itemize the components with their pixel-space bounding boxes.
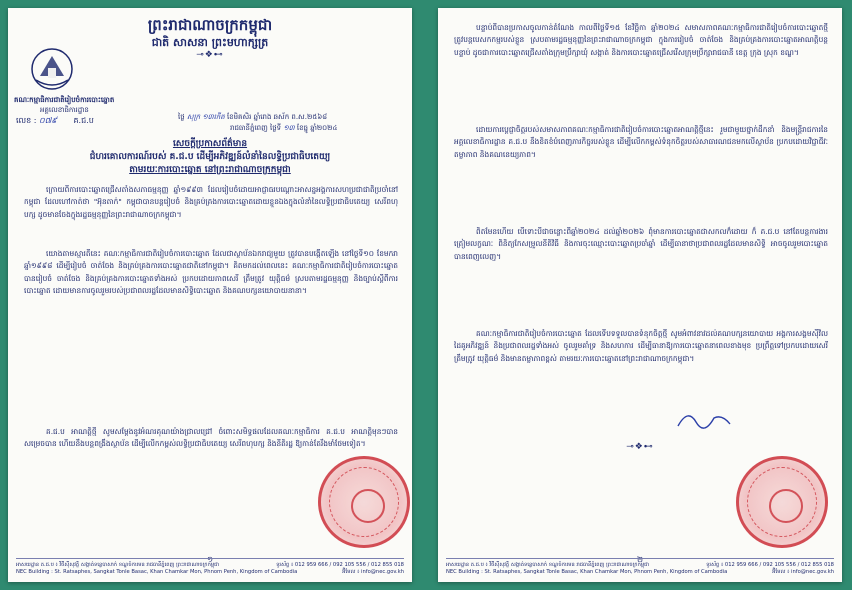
paragraph-2: ដោយការប្តេជ្ញាចិត្តរបស់សមាសភាពគណៈកម្មាធិការជាតិរៀបចំការបោះឆ្នោតអាណត្តិថ្មីនេះ រួមជាមួយថ្នាក់ដឹកនាំ និងមន្ត្រីរាជការនៃអគ្គលេខាធិការដ្ឋាន គ.ជ.ប នឹងខិតខំបំពេញភារកិច្ចរបស់ខ្លួន ដើម្បីលើកកម្ពស់ទំនុកចិត្តរបស់សាធារណជនមកលើស្ថាប័ន ប្រកបដោយវិជ្ជាជីវៈ តម្លាភាព និងគណនេយ្យភាព។ [454,125,828,159]
footer-email: អ៊ីមែល ៖ info@nec.gov.kh [772,569,834,575]
ref-number-handwritten: ០៧៩ [39,116,57,125]
reference-number [16,115,94,127]
lunar-date-line: ថ្ងៃ សុក្រ ១៣កើត ខែមិគសិរ ឆ្នាំរោង ឆស័ក ព.ស.២៥៦៨ [178,113,328,121]
page-number: ១ [206,555,214,564]
signature [674,404,734,434]
page-number: ២ [636,555,644,564]
nec-logo [28,46,76,92]
paragraph-1: ក្រោយពីការបោះឆ្នោតជ្រើសតាំងសភាធម្មនុញ្ញ ឆ្នាំ១៩៩៣ ដែលរៀបចំដោយអាជ្ញាធរបណ្តោះអាសន្នអង្គការសហប្រជាជាតិប្រចាំនៅកម្ពុជា ដែលហៅកាត់ថា "អ៊ុនតាក់" កម្ពុជាបានបន្តរៀបចំ និងគ្រប់គ្រងការបោះឆ្នោតដោយខ្លួនឯងក្នុងលំនាំនៃលទ្ធិប្រជាធិបតេយ្យ សេរីពហុបក្ស ដូចមានចែងក្នុងរដ្ឋធម្មនុញ្ញនៃព្រះរាជាណាចក្រកម្ពុជា។ [24,185,398,219]
paragraph-2: យោងតាមស្មារតីនេះ គណៈកម្មាធិការជាតិរៀបចំការបោះឆ្នោត ដែលជាស្ថាប័នឯករាជ្យមួយ ត្រូវបានបង្កើតឡើង នៅថ្ងៃទី១០ ខែមករា ឆ្នាំ១៩៩៨ ដើម្បីរៀបចំ ចាត់ចែង និងគ្រប់គ្រងការបោះឆ្នោតជាតិនៅកម្ពុជា។ គិតមកដល់ពេលនេះ គណៈកម្មាធិការជាតិរៀបចំការបោះឆ្នោតបានរៀបចំ ចាត់ចែង និងគ្រប់គ្រងការបោះឆ្នោតទាំងអស់ ប្រកបដោយភាពសេរី ត្រឹមត្រូវ យុត្តិធម៌ ស្របតាមរដ្ឋធម្មនុញ្ញ និងច្បាប់ស្តីពីការបោះឆ្នោត ដោយមានការចូលរួមរបស់ប្រជាពលរដ្ឋដែលមានសិទ្ធិបោះឆ្នោត និងគណបក្សនយោបាយនានា។ [24,249,398,295]
ornament-divider: ⊸❖⊷ [196,50,224,60]
paragraph-3: ពិតមែនហើយ បើទោះបីជាចន្លោះពីឆ្នាំ២០២៤ ដល់ឆ្នាំ២០២៦ ពុំមានការបោះឆ្នោតជាសកលក៏ដោយ ក៏ គ.ជ.ប នៅតែបន្តការងារត្រៀមលក្ខណៈ ពិនិត្យកែសម្រួលនីតិវិធី និងការចុះឈ្មោះបោះឆ្នោតប្រចាំឆ្នាំ ដើម្បីធានាថាប្រជាពលរដ្ឋដែលមានសិទ្ធិ អាចចូលរួមបោះឆ្នោតបានពេញលេញ។ [454,227,828,261]
footer-address-kh: អាសយដ្ឋាន គ.ជ.ប ៖ វិថីស៊ីសុវត្ថិ សង្កាត់ទន្លេបាសាក់ ខណ្ឌចំការមន រាជធានីភ្នំពេញ ព្រះរាជាណាចក្រកម្ពុជា [446,562,650,568]
org-subtitle: អគ្គលេខាធិការដ្ឋាន [40,106,89,114]
ref-suffix: គ.ជ.ប [73,116,94,125]
footer-address-en: NEC Building : St. Ratsaphes, Sangkat Tonle Basac, Khan Chamkar Mon, Phnom Penh, Kingdom of Cambodia [446,569,728,575]
page-footer [16,558,404,576]
footer-email: អ៊ីមែល ៖ info@nec.gov.kh [342,569,404,575]
title-line-2: ជំហរគោលការណ៍របស់ គ.ជ.ប ដើម្បីអភិវឌ្ឍន៍លំនាំនៃលទ្ធិប្រជាធិបតេយ្យ [89,152,331,162]
paragraph-1: បន្ទាប់ពីបានប្រកាសចូលកាន់តំណែង កាលពីថ្ងៃទី១៥ ខែវិច្ឆិកា ឆ្នាំ២០២៤ សមាសភាពគណៈកម្មាធិការជាតិរៀបចំការបោះឆ្នោតថ្មី ត្រូវបន្តបេសកកម្មរបស់ខ្លួន ស្របតាមរដ្ឋធម្មនុញ្ញនៃព្រះរាជាណាចក្រកម្ពុជា ក្នុងការរៀបចំ ចាត់ចែង និងគ្រប់គ្រងការបោះឆ្នោតអាណត្តិបន្តបន្ទាប់ ដូចជាការបោះឆ្នោតជ្រើសតាំងក្រុមប្រឹក្សាឃុំ សង្កាត់ និងការបោះឆ្នោតជ្រើសរើសក្រុមប្រឹក្សារាជធានី ខេត្ត ក្រុង ស្រុក ខណ្ឌ។ [454,23,828,57]
paragraph-4: គណៈកម្មាធិការជាតិរៀបចំការបោះឆ្នោត ដែលទើបទទួលបានទំនុកចិត្តថ្មី សូមអំពាវនាវដល់គណបក្សនយោបាយ អង្គការសង្គមស៊ីវិល ដៃគូអភិវឌ្ឍន៍ និងប្រជាពលរដ្ឋទាំងអស់ ចូលរួមគាំទ្រ និងសហការ ដើម្បីធានាឱ្យការបោះឆ្នោតនាពេលខាងមុខ ប្រព្រឹត្តទៅប្រកបដោយសេរី ត្រឹមត្រូវ យុត្តិធម៌ និងមានតម្លាភាពខ្ពស់ តាមរយៈការបោះឆ្នោតនៅព្រះរាជាណាចក្រកម្ពុជា។ [454,329,828,363]
footer-address-en: NEC Building : St. Ratsaphes, Sangkat Tonle Basac, Khan Chamkar Mon, Phnom Penh, Kingdom of Cambodia [16,569,298,575]
solar-date-line: រាជធានីភ្នំពេញ ថ្ងៃទី ១៣ ខែធ្នូ ឆ្នាំ២០២៤ [230,124,338,132]
kingdom-heading: ព្រះរាជាណាចក្រកម្ពុជា [147,16,273,34]
date-block [178,112,408,134]
paragraph-3: គ.ជ.ប អាណត្តិថ្មី សូមសម្តែងនូវអំណរគុណយ៉ាងជ្រាលជ្រៅ ចំពោះសមិទ្ធផលដែលគណៈកម្មាធិការ គ.ជ.ប អាណត្តិមុនៗបានសម្រេចបាន ហើយនឹងបន្តពង្រឹងស្ថាប័ន ដើម្បីលើកកម្ពស់លទ្ធិប្រជាធិបតេយ្យ សេរីពហុបក្ស និងនីតិរដ្ឋ ឱ្យកាន់តែរឹងមាំថែមទៀត។ [24,427,398,449]
official-seal [736,456,828,548]
title-line-3: តាមរយៈការបោះឆ្នោត នៅព្រះរាជាណាចក្រកម្ពុជា [129,165,291,175]
national-motto: ជាតិ សាសនា ព្រះមហាក្សត្រ [151,36,269,49]
document-page-2 [438,8,842,582]
org-name: គណៈកម្មាធិការជាតិរៀបចំការបោះឆ្នោត [14,96,115,104]
ornament-divider: ⊸❖⊷ [626,442,654,452]
footer-address-kh: អាសយដ្ឋាន គ.ជ.ប ៖ វិថីស៊ីសុវត្ថិ សង្កាត់ទន្លេបាសាក់ ខណ្ឌចំការមន រាជធានីភ្នំពេញ ព្រះរាជាណាចក្រកម្ពុជា [16,562,220,568]
footer-phone: ទូរស័ព្ទ ៖ 012 959 666 / 092 105 556 / 012 855 018 [276,562,404,568]
title-line-1: សេចក្តីប្រកាសព័ត៌មាន [172,139,248,149]
page-footer [446,558,834,576]
ref-label: លេខ : [16,116,37,125]
document-page-1 [8,8,412,582]
official-seal [318,456,410,548]
footer-phone: ទូរស័ព្ទ ៖ 012 959 666 / 092 105 556 / 012 855 018 [706,562,834,568]
document-title [38,138,382,177]
